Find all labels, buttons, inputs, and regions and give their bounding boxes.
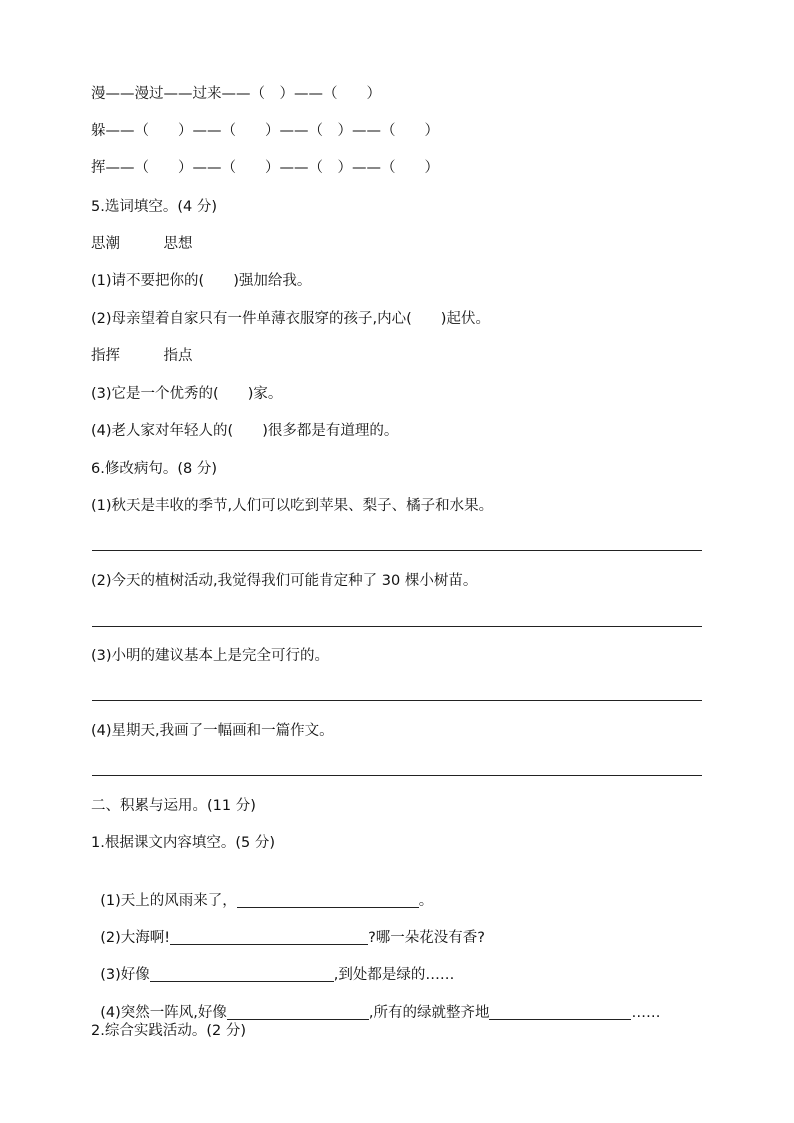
fill-text: (2)大海啊! <box>100 930 171 946</box>
fill-text: …… <box>631 1005 661 1021</box>
answer-blank[interactable] <box>237 891 419 908</box>
fill-text: ?哪一朵花没有香? <box>368 930 485 946</box>
fill-text: 。 <box>418 893 434 909</box>
fill-line <box>91 871 433 911</box>
fill-sentence: (4)老人家对年轻人的( )很多都是有道理的。 <box>91 423 399 439</box>
question-heading: 2.综合实践活动。(2 分) <box>91 1023 246 1039</box>
answer-rule <box>92 626 702 627</box>
answer-rule <box>92 550 702 551</box>
answer-blank[interactable] <box>150 965 334 982</box>
answer-blank[interactable] <box>489 1003 631 1020</box>
fill-sentence: (3)它是一个优秀的( )家。 <box>91 386 283 402</box>
word-choices: 指挥 指点 <box>91 348 193 364</box>
section-heading: 二、积累与运用。(11 分) <box>91 798 256 814</box>
fill-line <box>91 983 660 1023</box>
fill-sentence: (2)母亲望着自家只有一件单薄衣服穿的孩子,内心( )起伏。 <box>91 311 490 327</box>
sick-sentence: (2)今天的植树活动,我觉得我们可能肯定种了 30 棵小树苗。 <box>91 573 478 589</box>
fill-text: (4)突然一阵风,好像 <box>100 1005 227 1021</box>
fill-line <box>91 945 454 985</box>
answer-rule <box>92 700 702 701</box>
word-choices: 思潮 思想 <box>91 236 193 252</box>
question-heading: 6.修改病句。(8 分) <box>91 461 217 477</box>
question-heading: 1.根据课文内容填空。(5 分) <box>91 835 275 851</box>
exercise-line: 躲——（ ）——（ ）——（ ）——（ ） <box>91 123 439 139</box>
sick-sentence: (1)秋天是丰收的季节,人们可以吃到苹果、梨子、橘子和水果。 <box>91 498 494 514</box>
fill-line <box>91 908 485 948</box>
exercise-line: 挥——（ ）——（ ）——（ ）——（ ） <box>91 160 439 176</box>
exercise-line: 漫——漫过——过来——（ ）——（ ） <box>91 86 381 102</box>
fill-text: ,所有的绿就整齐地 <box>368 1005 490 1021</box>
fill-text: ,到处都是绿的…… <box>333 967 455 983</box>
fill-sentence: (1)请不要把你的( )强加给我。 <box>91 273 312 289</box>
sick-sentence: (3)小明的建议基本上是完全可行的。 <box>91 648 330 664</box>
answer-rule <box>92 775 702 776</box>
answer-blank[interactable] <box>170 928 368 945</box>
answer-blank[interactable] <box>227 1003 369 1020</box>
fill-text: (1)天上的风雨来了， <box>100 893 237 909</box>
fill-text: (3)好像 <box>100 967 150 983</box>
sick-sentence: (4)星期天,我画了一幅画和一篇作文。 <box>91 723 334 739</box>
question-heading: 5.选词填空。(4 分) <box>91 199 217 215</box>
